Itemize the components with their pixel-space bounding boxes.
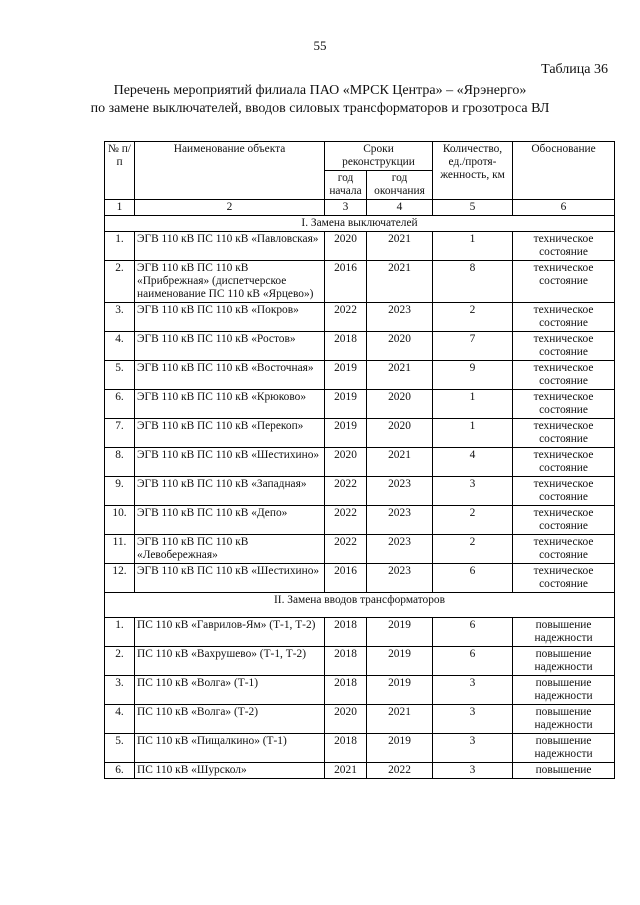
basis: повышение надежности [513,676,615,705]
year-end: 2019 [367,647,433,676]
year-end: 2023 [367,535,433,564]
table-row [105,477,615,506]
header-name: Наименование объекта [135,142,325,200]
column-number: 5 [433,200,513,216]
year-end: 2021 [367,361,433,390]
year-start: 2022 [325,506,367,535]
table-row [105,618,615,647]
title-line-1: Перечень мероприятий филиала ПАО «МРСК Центра» – «Ярэнерго» [113,83,527,98]
year-end: 2020 [367,419,433,448]
year-end: 2023 [367,477,433,506]
object-name: ПС 110 кВ «Шурскол» [135,763,325,779]
document-title [0,82,640,118]
object-name: ЭГВ 110 кВ ПС 110 кВ «Прибрежная» (диспетчерское наименование ПС 110 кВ «Ярцево») [135,261,325,303]
table-label: Таблица 36 [541,62,608,77]
basis: техническое состояние [513,506,615,535]
object-name: ЭГВ 110 кВ ПС 110 кВ «Крюково» [135,390,325,419]
row-number: 8. [105,448,135,477]
object-name: ПС 110 кВ «Вахрушево» (Т-1, Т-2) [135,647,325,676]
quantity: 6 [433,618,513,647]
table-row [105,332,615,361]
object-name: ПС 110 кВ «Гаврилов-Ям» (Т-1, Т-2) [135,618,325,647]
table-row [105,448,615,477]
row-number: 1. [105,232,135,261]
object-name: ЭГВ 110 кВ ПС 110 кВ «Ростов» [135,332,325,361]
object-name: ПС 110 кВ «Волга» (Т-1) [135,676,325,705]
quantity: 1 [433,419,513,448]
quantity: 2 [433,303,513,332]
section-title-2: II. Замена вводов трансформаторов [105,593,615,618]
row-number: 1. [105,618,135,647]
year-end: 2020 [367,332,433,361]
row-number: 10. [105,506,135,535]
table-row [105,390,615,419]
year-start: 2018 [325,676,367,705]
year-end: 2023 [367,506,433,535]
row-number: 6. [105,763,135,779]
column-number: 2 [135,200,325,216]
year-start: 2016 [325,261,367,303]
quantity: 3 [433,763,513,779]
basis: повышение надежности [513,647,615,676]
year-end: 2021 [367,261,433,303]
basis: техническое состояние [513,261,615,303]
measures-table [104,141,615,779]
year-start: 2018 [325,734,367,763]
year-start: 2016 [325,564,367,593]
basis: повышение [513,763,615,779]
table-row [105,506,615,535]
row-number: 6. [105,390,135,419]
quantity: 8 [433,261,513,303]
object-name: ПС 110 кВ «Волга» (Т-2) [135,705,325,734]
year-start: 2018 [325,332,367,361]
page-number: 55 [313,38,327,53]
table-row [105,303,615,332]
year-end: 2023 [367,303,433,332]
object-name: ЭГВ 110 кВ ПС 110 кВ «Шестихино» [135,564,325,593]
object-name: ЭГВ 110 кВ ПС 110 кВ «Левобережная» [135,535,325,564]
table-row [105,705,615,734]
year-end: 2021 [367,705,433,734]
basis: техническое состояние [513,477,615,506]
basis: техническое состояние [513,419,615,448]
basis: повышение надежности [513,734,615,763]
quantity: 9 [433,361,513,390]
year-start: 2018 [325,618,367,647]
quantity: 6 [433,564,513,593]
table-row [105,763,615,779]
row-number: 12. [105,564,135,593]
quantity: 7 [433,332,513,361]
row-number: 3. [105,676,135,705]
basis: техническое состояние [513,564,615,593]
year-end: 2020 [367,390,433,419]
header-num: № п/п [105,142,135,200]
object-name: ПС 110 кВ «Пищалкино» (Т-1) [135,734,325,763]
row-number: 4. [105,705,135,734]
basis: повышение надежности [513,618,615,647]
table-row [105,261,615,303]
object-name: ЭГВ 110 кВ ПС 110 кВ «Депо» [135,506,325,535]
quantity: 2 [433,506,513,535]
table-row [105,361,615,390]
basis: техническое состояние [513,535,615,564]
table-row [105,676,615,705]
object-name: ЭГВ 110 кВ ПС 110 кВ «Восточная» [135,361,325,390]
object-name: ЭГВ 110 кВ ПС 110 кВ «Покров» [135,303,325,332]
basis: техническое состояние [513,303,615,332]
object-name: ЭГВ 110 кВ ПС 110 кВ «Западная» [135,477,325,506]
year-start: 2019 [325,419,367,448]
row-number: 5. [105,361,135,390]
basis: техническое состояние [513,361,615,390]
object-name: ЭГВ 110 кВ ПС 110 кВ «Шестихино» [135,448,325,477]
basis: техническое состояние [513,390,615,419]
header-terms: Сроки реконструкции [325,142,433,171]
row-number: 4. [105,332,135,361]
quantity: 3 [433,477,513,506]
year-end: 2023 [367,564,433,593]
row-number: 2. [105,647,135,676]
year-start: 2022 [325,303,367,332]
quantity: 3 [433,676,513,705]
year-start: 2022 [325,477,367,506]
object-name: ЭГВ 110 кВ ПС 110 кВ «Павловская» [135,232,325,261]
year-end: 2021 [367,232,433,261]
column-number: 1 [105,200,135,216]
row-number: 2. [105,261,135,303]
table-row [105,419,615,448]
year-start: 2021 [325,763,367,779]
section-row [105,593,615,618]
section-title-1: I. Замена выключателей [105,216,615,232]
quantity: 2 [433,535,513,564]
section-row [105,216,615,232]
quantity: 1 [433,232,513,261]
year-start: 2022 [325,535,367,564]
column-number: 6 [513,200,615,216]
year-end: 2019 [367,734,433,763]
column-number: 3 [325,200,367,216]
table-row [105,647,615,676]
quantity: 3 [433,734,513,763]
row-number: 11. [105,535,135,564]
quantity: 3 [433,705,513,734]
year-end: 2022 [367,763,433,779]
basis: техническое состояние [513,232,615,261]
quantity: 6 [433,647,513,676]
header-quantity: Количество, ед./протя-женность, км [433,142,513,200]
quantity: 4 [433,448,513,477]
basis: техническое состояние [513,332,615,361]
quantity: 1 [433,390,513,419]
table-row [105,564,615,593]
row-number: 9. [105,477,135,506]
basis: техническое состояние [513,448,615,477]
year-start: 2020 [325,232,367,261]
header-year-start: год начала [325,171,367,200]
object-name: ЭГВ 110 кВ ПС 110 кВ «Перекоп» [135,419,325,448]
year-start: 2020 [325,705,367,734]
column-number-row [105,200,615,216]
year-start: 2019 [325,361,367,390]
row-number: 7. [105,419,135,448]
year-start: 2019 [325,390,367,419]
table-row [105,535,615,564]
row-number: 3. [105,303,135,332]
year-start: 2018 [325,647,367,676]
row-number: 5. [105,734,135,763]
column-number: 4 [367,200,433,216]
title-line-2: по замене выключателей, вводов силовых трансформаторов и грозотроса ВЛ [90,101,550,116]
basis: повышение надежности [513,705,615,734]
header-year-end: год окончания [367,171,433,200]
table-row [105,232,615,261]
table-row [105,734,615,763]
year-start: 2020 [325,448,367,477]
year-end: 2019 [367,676,433,705]
year-end: 2021 [367,448,433,477]
year-end: 2019 [367,618,433,647]
header-basis: Обоснование [513,142,615,200]
